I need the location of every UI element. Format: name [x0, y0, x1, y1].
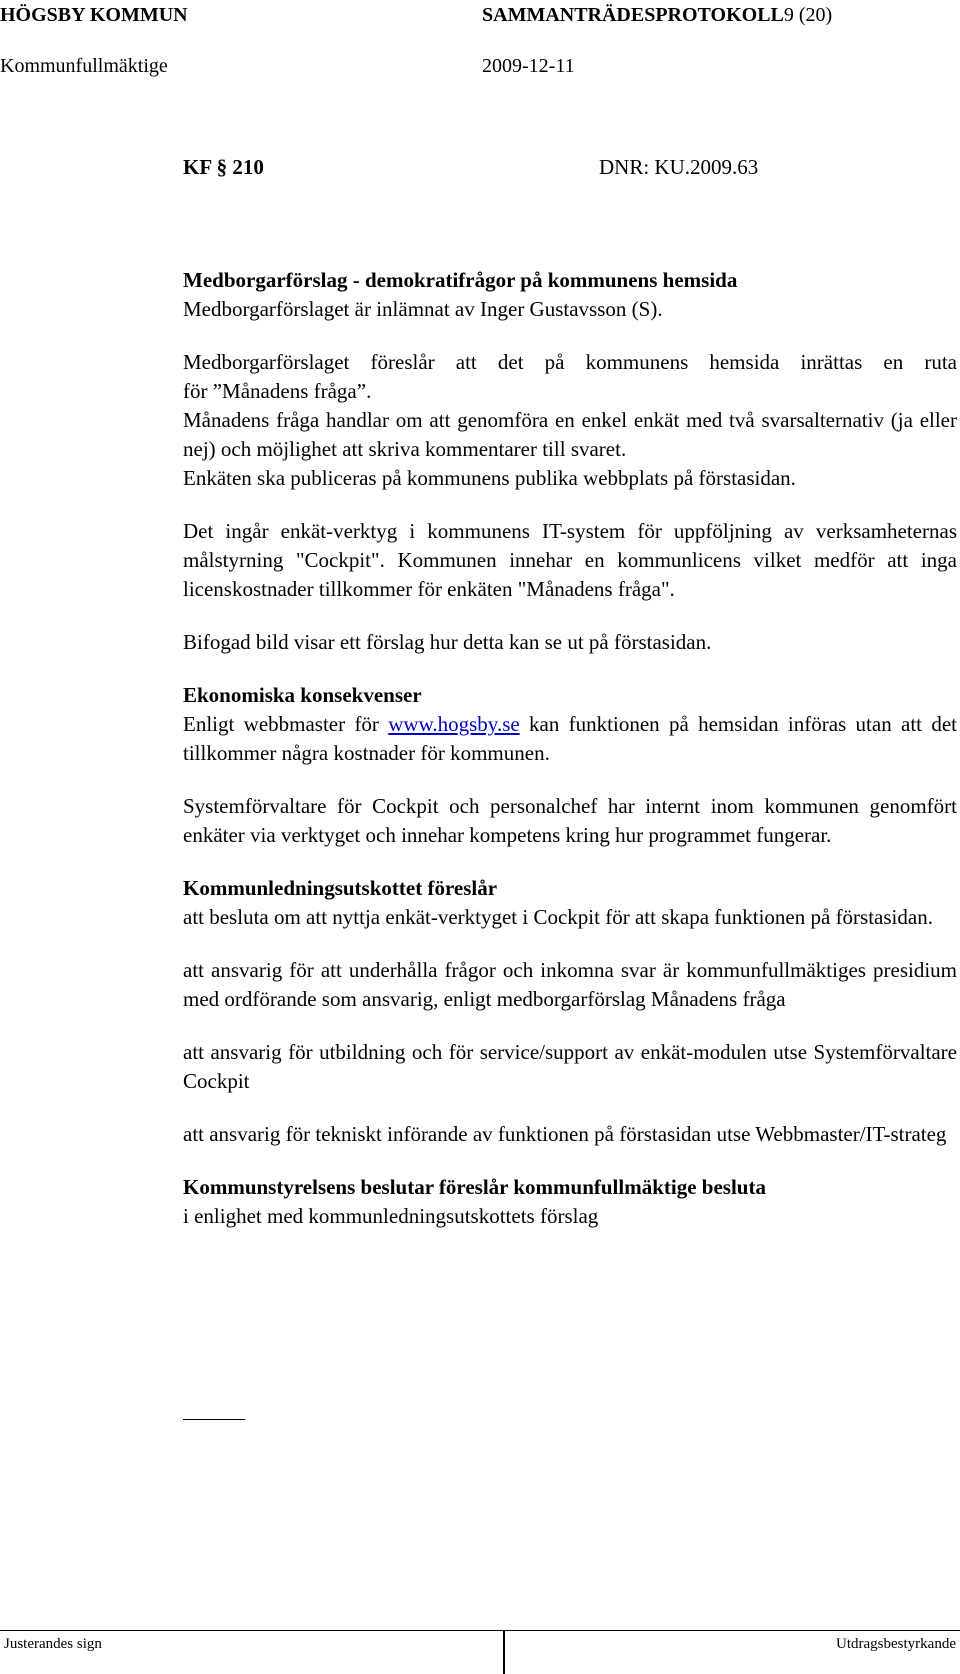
- committee-proposal-2: att ansvarig för att underhålla frågor och inkomna svar är kommunfullmäktiges presidium med ordförande som ansvarig, enligt medborgarförslag Månadens fråga: [183, 958, 957, 1011]
- publish-paragraph: Enkäten ska publiceras på kommunens publika webbplats på förstasidan.: [183, 466, 796, 490]
- economics-text-post: kan funktionen på hemsidan införas utan att det tillkommer några kostnader för kommunen.: [183, 712, 957, 765]
- header-org: HÖGSBY KOMMUN: [0, 4, 188, 26]
- case-dnr: DNR: KU.2009.63: [599, 155, 759, 179]
- case-number: KF § 210: [183, 155, 264, 179]
- economics-text-pre: Enligt webbmaster för: [183, 712, 389, 736]
- committee-proposal-heading: Kommunledningsutskottet föreslår: [183, 876, 498, 900]
- attachment-paragraph: Bifogad bild visar ett förslag hur detta kan se ut på förstasidan.: [183, 630, 712, 654]
- document-body: [183, 266, 957, 1231]
- footer-rule: [0, 1630, 960, 1631]
- header-doc-type: SAMMANTRÄDESPROTOKOLL: [482, 4, 784, 26]
- document-title: Medborgarförslag - demokratifrågor på kommunens hemsida: [183, 268, 738, 292]
- footer-utdragsbestyrkande: Utdragsbestyrkande: [836, 1636, 956, 1652]
- survey-description-paragraph: Månadens fråga handlar om att genomföra en enkel enkät med två svarsalternativ (ja eller nej) och möjlighet att skriva kommentarer till svaret.: [183, 408, 957, 461]
- signature-rule: [183, 1419, 245, 1420]
- header-date: 2009-12-11: [482, 55, 575, 77]
- website-link[interactable]: www.hogsby.se: [388, 712, 520, 736]
- intro-paragraph: Medborgarförslaget är inlämnat av Inger Gustavsson (S).: [183, 297, 663, 321]
- header-page-number: 9 (20): [783, 4, 833, 26]
- footer-justerandes-sign: Justerandes sign: [4, 1636, 102, 1652]
- system-admin-paragraph: Systemförvaltare för Cockpit och personalchef har internt inom kommunen genomfört enkäter via verktyget och innehar kompetens kring hur programmet fungerar.: [183, 794, 957, 847]
- header-body: Kommunfullmäktige: [0, 55, 168, 77]
- footer-divider: [503, 1630, 505, 1674]
- header-doc-type-wrap: [482, 4, 832, 27]
- proposal-paragraph-line1: Medborgarförslaget föreslår att det på kommunens hemsida inrättas en ruta: [183, 350, 957, 374]
- proposal-paragraph-line2: för ”Månadens fråga”.: [183, 379, 372, 403]
- economics-heading: Ekonomiska konsekvenser: [183, 683, 422, 707]
- committee-proposal-3: att ansvarig för utbildning och för service/support av enkät-modulen utse Systemförvaltare Cockpit: [183, 1040, 957, 1093]
- cockpit-paragraph: Det ingår enkät-verktyg i kommunens IT-system för uppföljning av verksamheternas målstyrning "Cockpit". Kommunen innehar en kommunlicens vilket medför att inga licenskostnader tillkommer för enkäten "Månadens fråga".: [183, 519, 957, 601]
- board-decision-text: i enlighet med kommunledningsutskottets förslag: [183, 1204, 599, 1228]
- board-decision-heading: Kommunstyrelsens beslutar föreslår kommunfullmäktige besluta: [183, 1175, 766, 1199]
- committee-proposal-1: att besluta om att nyttja enkät-verktyget i Cockpit för att skapa funktionen på förstasidan.: [183, 905, 933, 929]
- committee-proposal-4: att ansvarig för tekniskt införande av funktionen på förstasidan utse Webbmaster/IT-strateg: [183, 1122, 947, 1146]
- economics-paragraph: [183, 710, 957, 768]
